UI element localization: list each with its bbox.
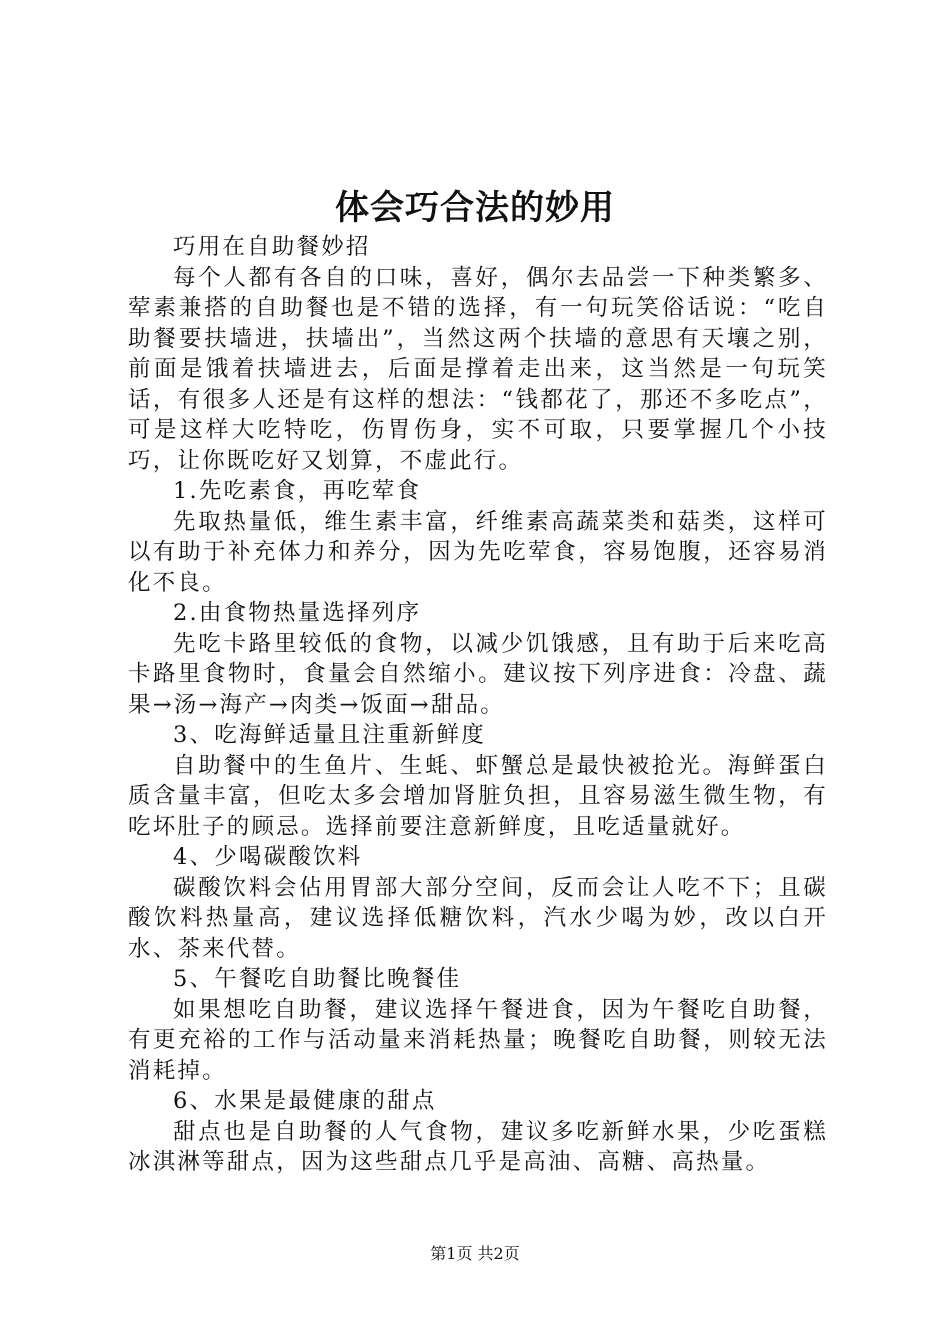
section-heading-3: 3、吃海鲜适量且注重新鲜度 <box>173 722 486 748</box>
paragraph-intro: 每个人都有各自的口味，喜好，偶尔去品尝一下种类繁多、荤素兼搭的自助餐也是不错的选择，有一句玩笑俗话说：“吃自助餐要扶墙进，扶墙出”，当然这两个扶墙的意思有天壤之别，前面是饿着扶墙进去，后面是撑着走出来，这当然是一句玩笑话，有很多人还是有这样的想法：“钱都花了，那还不多吃点”，可是这样大吃特吃，伤胃伤身，实不可取，只要掌握几个小技巧，让你既吃好又划算，不虚此行。 <box>128 264 828 474</box>
document-body <box>128 232 828 1178</box>
section-heading-6: 6、水果是最健康的甜点 <box>173 1088 437 1114</box>
paragraph-2: 先吃卡路里较低的食物，以减少饥饿感，且有助于后来吃高卡路里食物时，食量会自然缩小。建议按下列序进食：冷盘、蔬果→汤→海产→肉类→饭面→甜品。 <box>128 630 828 718</box>
document-title: 体会巧合法的妙用 <box>335 188 615 228</box>
paragraph-1: 先取热量低，维生素丰富，纤维素高蔬菜类和菇类，这样可以有助于补充体力和养分，因为先吃荤食，容易饱腹，还容易消化不良。 <box>128 508 828 596</box>
paragraph-4: 碳酸饮料会佔用胃部大部分空间，反而会让人吃不下；且碳酸饮料热量高，建议选择低糖饮料，汽水少喝为妙，改以白开水、茶来代替。 <box>128 874 828 962</box>
page-number: 第1页 共2页 <box>430 1244 520 1263</box>
paragraph-subtitle: 巧用在自助餐妙招 <box>173 234 371 260</box>
paragraph-6: 甜点也是自助餐的人气食物，建议多吃新鲜水果，少吃蛋糕冰淇淋等甜点，因为这些甜点几乎是高油、高糖、高热量。 <box>128 1118 828 1175</box>
paragraph-5: 如果想吃自助餐，建议选择午餐进食，因为午餐吃自助餐，有更充裕的工作与活动量来消耗热量；晚餐吃自助餐，则较无法消耗掉。 <box>128 996 828 1084</box>
section-heading-5: 5、午餐吃自助餐比晚餐佳 <box>173 966 462 992</box>
paragraph-3: 自助餐中的生鱼片、生蚝、虾蟹总是最快被抢光。海鲜蛋白质含量丰富，但吃太多会增加肾脏负担，且容易滋生微生物，有吃坏肚子的顾忌。选择前要注意新鲜度，且吃适量就好。 <box>128 752 828 840</box>
section-heading-4: 4、少喝碳酸饮料 <box>173 844 363 870</box>
section-heading-1: 1.先吃素食，再吃荤食 <box>173 478 422 504</box>
section-heading-2: 2.由食物热量选择列序 <box>173 600 422 626</box>
